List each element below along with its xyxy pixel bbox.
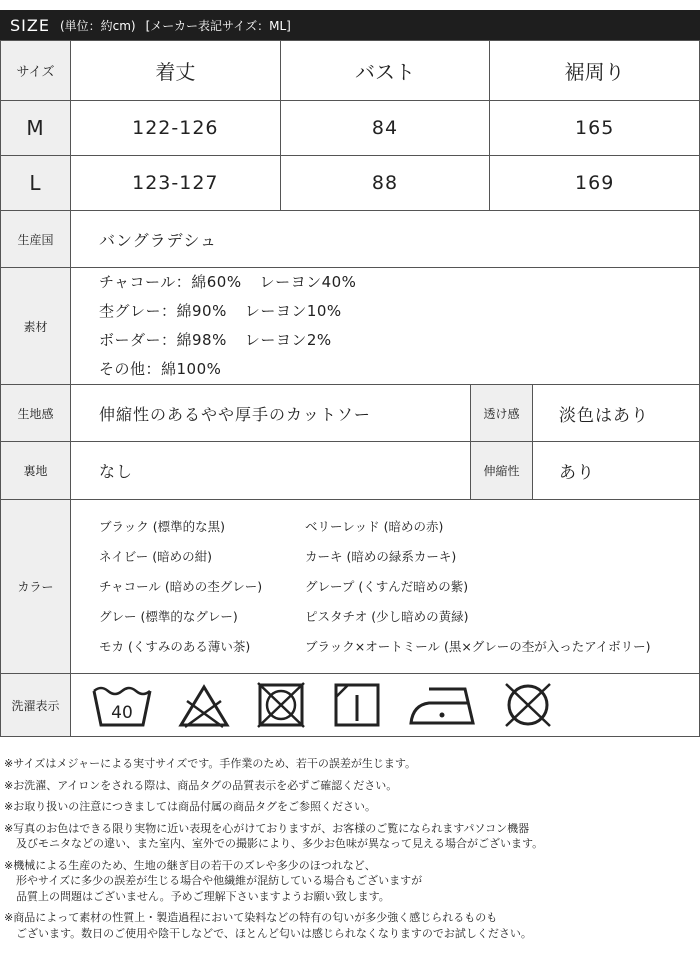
size-l-bust: 88	[280, 156, 490, 211]
color-item: ピスタチオ (少し暗めの黄緑)	[305, 608, 469, 624]
color-list-cell	[71, 500, 700, 674]
note-block	[4, 910, 696, 941]
lining-row	[1, 442, 700, 500]
material-extra: レーヨン2%	[244, 331, 332, 349]
material-extra: レーヨン10%	[244, 302, 342, 320]
color-row	[1, 500, 700, 674]
material-line	[99, 297, 699, 326]
note-line: ※写真のお色はできる限り実物に近い表現を心がけておりますが、お客様のご覧になられますパソコン機器	[4, 821, 530, 835]
size-label-l: L	[1, 156, 71, 211]
note-line: ※お取り扱いの注意につきましては商品付属の商品タグをご参照ください。	[4, 800, 376, 813]
size-l-length: 123-127	[71, 156, 281, 211]
column-hem: 裾周り	[490, 41, 700, 101]
notes-section	[4, 756, 696, 947]
color-item: グレー (標準的なグレー)	[99, 608, 238, 624]
note-line: 及びモニタなどの違い、また室内、室外での撮影により、多少お色味が異なって見える場合がございます。	[16, 837, 544, 850]
color-list	[71, 518, 699, 656]
fabric-feel-row	[1, 385, 700, 442]
fabric-feel-value: 伸縮性のあるやや厚手のカットソー	[71, 385, 471, 442]
unit-note: (単位：約cm)	[59, 18, 136, 33]
material-line	[99, 355, 699, 384]
color-item: チャコール (暗めの杢グレー)	[99, 578, 263, 594]
note-line: ございます。数日のご使用や陰干しなどで、ほとんど匂いは感じられなくなりますのでお試しください。	[16, 926, 532, 940]
wash-label: 洗濯表示	[1, 674, 71, 737]
line-dry-icon	[331, 681, 383, 729]
origin-row	[1, 211, 700, 268]
color-item: ブラック×オートミール (黒×グレーの杢が入ったアイボリー)	[305, 638, 651, 654]
wash-row	[1, 674, 700, 737]
size-m-hem: 165	[490, 101, 700, 156]
material-name: その他：綿100%	[99, 360, 222, 378]
size-row-l	[1, 156, 700, 211]
material-line	[99, 326, 699, 355]
color-item: ブラック (標準的な黒)	[99, 518, 225, 534]
wash-40-icon	[91, 681, 153, 729]
wash-icons	[71, 681, 699, 729]
material-name: チャコール：綿60%	[99, 273, 242, 291]
no-dry-clean-icon	[501, 681, 555, 729]
iron-low-icon	[407, 681, 477, 729]
no-tumble-dry-icon	[255, 681, 307, 729]
color-item: ネイビー (暗めの紺)	[99, 548, 212, 564]
column-length: 着丈	[71, 41, 281, 101]
material-name: ボーダー：綿98%	[99, 331, 227, 349]
origin-value: バングラデシュ	[71, 211, 700, 268]
fabric-feel-label: 生地感	[1, 385, 71, 442]
stretch-value: あり	[533, 442, 700, 500]
sheerness-value: 淡色はあり	[533, 385, 700, 442]
color-label: カラー	[1, 500, 71, 674]
note-line: 形やサイズに多少の誤差が生じる場合や他繊維が混紡している場合もございますが	[16, 874, 423, 887]
stretch-label: 伸縮性	[471, 442, 533, 500]
color-item: カーキ (暗めの緑系カーキ)	[305, 548, 457, 564]
lining-label: 裏地	[1, 442, 71, 500]
size-m-length: 122-126	[71, 101, 281, 156]
material-label: 素材	[1, 268, 71, 385]
maker-size-note: [メーカー表記サイズ：ML]	[145, 18, 291, 33]
note-line: ※商品によって素材の性質上・製造過程において染料などの特有の匂いが多少強く感じられるものも	[4, 911, 498, 924]
wash-icons-cell	[71, 674, 700, 737]
note-line: ※機械による生産のため、生地の継ぎ目の若干のズレや多少のほつれなど、	[4, 858, 376, 872]
material-extra: レーヨン40%	[259, 273, 357, 291]
wash-temp: 40	[111, 703, 133, 723]
note-block	[4, 821, 696, 852]
product-info-table	[0, 210, 700, 737]
note-block	[4, 858, 696, 905]
material-name: 杢グレー：綿90%	[99, 302, 227, 320]
size-table-header-row	[1, 41, 700, 101]
color-item: グレープ (くすんだ暗めの紫)	[305, 578, 469, 594]
note-line: 品質上の問題はございません。予めご理解下さいますようお願い致します。	[16, 889, 390, 903]
size-m-bust: 84	[280, 101, 490, 156]
size-title: SIZE	[10, 15, 50, 35]
material-row	[1, 268, 700, 385]
size-row-m	[1, 101, 700, 156]
size-corner-label: サイズ	[1, 41, 71, 101]
no-bleach-icon	[177, 681, 231, 729]
column-bust: バスト	[280, 41, 490, 101]
size-l-hem: 169	[490, 156, 700, 211]
lining-value: なし	[71, 442, 471, 500]
material-line	[99, 268, 699, 297]
color-item: ベリーレッド (暗めの赤)	[305, 518, 444, 534]
color-item: モカ (くすみのある薄い茶)	[99, 638, 251, 654]
origin-label: 生産国	[1, 211, 71, 268]
size-header-bar	[0, 10, 700, 40]
material-values	[71, 268, 700, 385]
size-table	[0, 40, 700, 211]
size-label-m: M	[1, 101, 71, 156]
note-line: ※サイズはメジャーによる実寸サイズです。手作業のため、若干の誤差が生じます。	[4, 757, 417, 770]
sheerness-label: 透け感	[471, 385, 533, 442]
note-line: ※お洗濯、アイロンをされる際は、商品タグの品質表示を必ずご確認ください。	[4, 778, 398, 792]
